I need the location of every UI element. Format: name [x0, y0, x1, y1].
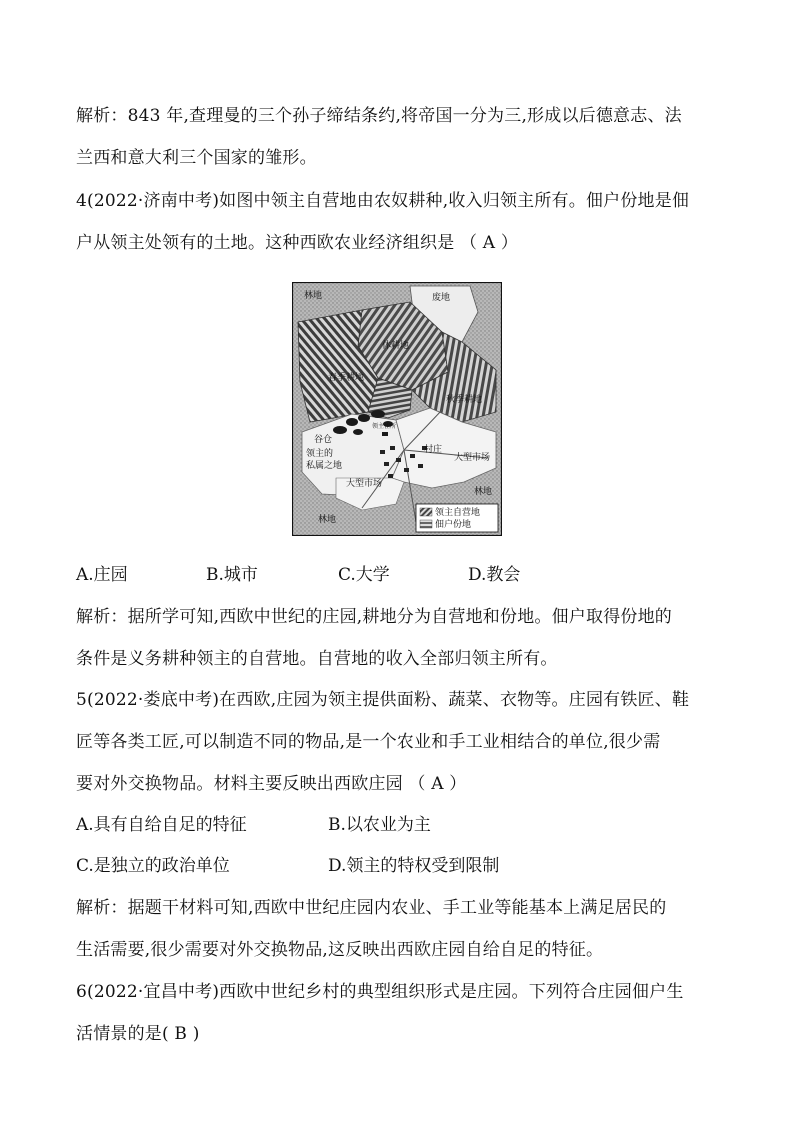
- map-legend: [416, 504, 498, 532]
- label-wasteland: 废地: [432, 293, 451, 303]
- manor-map-figure: [292, 282, 502, 536]
- q5-stem-line-3: 要对外交换物品。材料主要反映出西欧庄园 （ A ）: [76, 774, 467, 794]
- label-market-right: 大型市场: [454, 453, 491, 463]
- q5-analysis-line-1: 解析：据题干材料可知,西欧中世纪庄园内农业、手工业等能基本上满足居民的: [76, 898, 667, 918]
- label-granary: 谷仓: [314, 435, 333, 445]
- label-manor-house: 领主住所: [372, 423, 397, 430]
- q4-option-c: C.大学: [338, 565, 390, 585]
- q3-analysis-line-2: 兰西和意大利三个国家的雏形。: [76, 148, 317, 168]
- q5-stem-line-1: 5(2022·娄底中考)在西欧,庄园为领主提供面粉、蔬菜、衣物等。庄园有铁匠、鞋: [76, 690, 690, 710]
- q5-option-c: C.是独立的政治单位: [76, 856, 230, 876]
- q5-option-d: D.领主的特权受到限制: [328, 856, 500, 876]
- q4-option-d: D.教会: [468, 565, 521, 585]
- q3-analysis-line-1: 解析：843 年,查理曼的三个孙子缔结条约,将帝国一分为三,形成以后德意志、法: [76, 106, 682, 126]
- label-village: 村庄: [424, 445, 443, 455]
- label-lord-private-1: 领主的: [306, 449, 334, 459]
- q6-stem-line-1: 6(2022·宜昌中考)西欧中世纪乡村的典型组织形式是庄园。下列符合庄园佃户生: [76, 982, 684, 1002]
- q4-analysis-line-2: 条件是义务耕种领主的自营地。自营地的收入全部归领主所有。: [76, 649, 558, 669]
- label-fallow: 休耕地: [382, 341, 410, 351]
- label-forest-e: 林地: [474, 487, 493, 497]
- q4-stem-line-1: 4(2022·济南中考)如图中领主自营地由农奴耕种,收入归领主所有。佃户份地是佃: [76, 191, 690, 211]
- q4-analysis-line-1: 解析：据所学可知,西欧中世纪的庄园,耕地分为自营地和份地。佃户取得份地的: [76, 607, 673, 627]
- legend-tenant: 佃户份地: [435, 520, 472, 530]
- q4-stem-line-2: 户从领主处领有的土地。这种西欧农业经济组织是 （ A ）: [76, 233, 519, 253]
- q4-option-b: B.城市: [206, 565, 258, 585]
- manor-map: [292, 282, 502, 536]
- legend-swatch-demesne: [420, 508, 432, 516]
- q6-stem-line-2: 活情景的是( B ): [76, 1024, 200, 1044]
- label-forest-sw: 林地: [318, 515, 337, 525]
- q5-option-b: B.以农业为主: [328, 815, 431, 835]
- q5-analysis-line-2: 生活需要,很少需要对外交换物品,这反映出西欧庄园自给自足的特征。: [76, 940, 604, 960]
- q5-stem-line-2: 匠等各类工匠,可以制造不同的物品,是一个农业和手工业相结合的单位,很少需: [76, 732, 661, 752]
- label-market-bottom: 大型市场: [346, 479, 383, 489]
- legend-swatch-tenant: [420, 520, 432, 528]
- q4-option-a: A.庄园: [76, 565, 128, 585]
- label-forest-nw: 林地: [304, 291, 323, 301]
- q5-option-a: A.具有自给自足的特征: [76, 815, 247, 835]
- label-lord-private-2: 私属之地: [306, 461, 343, 471]
- label-spring: 春季耕地: [328, 373, 365, 383]
- legend-demesne: 领主自营地: [435, 508, 481, 518]
- label-autumn: 秋季耕地: [446, 395, 483, 405]
